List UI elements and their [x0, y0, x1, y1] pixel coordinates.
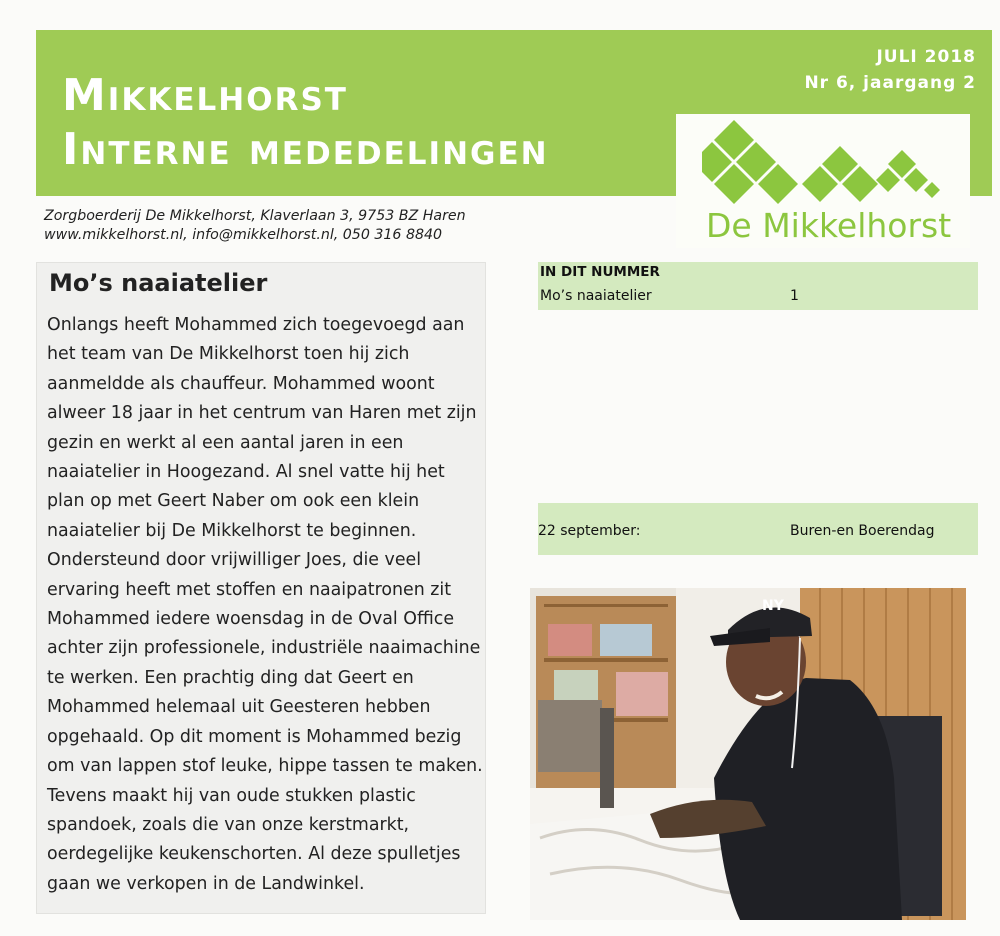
- article-body: [47, 311, 483, 899]
- article-line: te werken. Een prachtig ding dat Geert en: [47, 667, 414, 688]
- contents-item: Mo’s naaiatelier: [540, 288, 652, 304]
- article-line: gaan we verkopen in de Landwinkel.: [47, 873, 365, 894]
- contents-heading: IN DIT NUMMER: [540, 264, 660, 280]
- article-line: oerdegelijke keukenschorten. Al deze spulletjes: [47, 844, 461, 865]
- article-line: om van lappen stof leuke, hippe tassen te maken.: [47, 756, 483, 777]
- article-line: spandoek, zoals die van onze kerstmarkt,: [47, 814, 410, 835]
- table-of-contents: [538, 262, 978, 310]
- cap-logo-text: NY: [762, 598, 784, 614]
- article: [36, 262, 486, 914]
- article-line: achter zijn professionele, industriële naaimachine: [47, 638, 481, 659]
- issue-date: JULI 2018: [876, 47, 976, 67]
- article-line: ervaring heeft met stoffen en naaipatronen zit: [47, 579, 452, 600]
- newsletter-title-line2: Interne mededelingen: [62, 124, 549, 175]
- article-title: Mo’s naaiatelier: [49, 269, 268, 297]
- article-line: Tevens maakt hij van oude stukken plastic: [47, 785, 416, 806]
- logo-text: De Mikkelhorst: [706, 206, 952, 245]
- article-line: Ondersteund door vrijwilliger Joes, die veel: [47, 550, 422, 571]
- article-photo: [530, 588, 966, 920]
- article-line: naaiatelier bij De Mikkelhorst te beginnen.: [47, 520, 417, 541]
- event-date: 22 september:: [538, 523, 641, 539]
- article-line: Mohammed helemaal uit Geesteren hebben: [47, 697, 431, 718]
- issue-number: Nr 6, jaargang 2: [804, 73, 976, 93]
- article-line: gezin en werkt al een aantal jaren in een: [47, 432, 404, 453]
- contents-page-number: 1: [790, 288, 799, 304]
- article-line: opgehaald. Op dit moment is Mohammed bezig: [47, 726, 462, 747]
- event-announcement: [538, 503, 978, 555]
- article-line: naaiatelier in Hoogezand. Al snel vatte hij het: [47, 462, 445, 483]
- issue-info: [804, 44, 976, 96]
- article-line: alweer 18 jaar in het centrum van Haren met zijn: [47, 403, 477, 424]
- address-line: Zorgboerderij De Mikkelhorst, Klaverlaan 3, 9753 BZ Haren: [44, 208, 466, 224]
- logo: [676, 114, 970, 248]
- event-name: Buren-en Boerendag: [790, 523, 935, 539]
- newsletter-title-line1: Mikkelhorst: [62, 70, 348, 121]
- article-line: Mohammed iedere woensdag in de Oval Office: [47, 609, 455, 630]
- logo-diamonds-icon: [702, 120, 962, 210]
- article-line: aanmeldde als chauffeur. Mohammed woont: [47, 373, 435, 394]
- address-block: [44, 207, 466, 245]
- contact-line: www.mikkelhorst.nl, info@mikkelhorst.nl, 050 316 8840: [44, 227, 443, 243]
- article-line: Onlangs heeft Mohammed zich toegevoegd aan: [47, 315, 465, 335]
- photo-illustration: [530, 588, 966, 920]
- article-line: het team van De Mikkelhorst toen hij zich: [47, 344, 410, 365]
- article-line: plan op met Geert Naber om ook een klein: [47, 491, 420, 512]
